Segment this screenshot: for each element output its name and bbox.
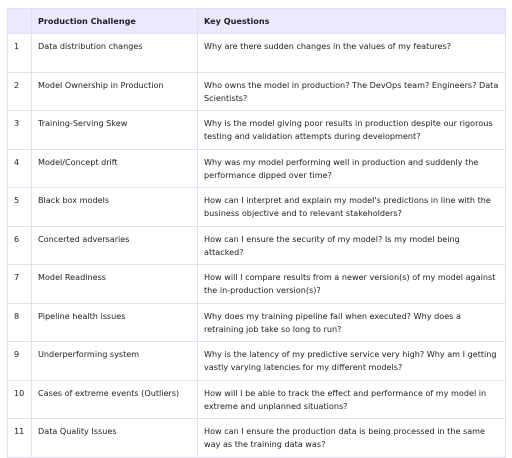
header-key-questions: Key Questions [198, 9, 506, 34]
row-challenge: Pipeline health issues [32, 303, 198, 342]
table-row [8, 149, 506, 188]
table-row [8, 226, 506, 265]
row-number: 6 [8, 226, 32, 265]
header-number [8, 9, 32, 34]
table-row [8, 34, 506, 73]
row-number: 2 [8, 72, 32, 111]
header-production-challenge: Production Challenge [32, 9, 198, 34]
header-row [8, 9, 506, 34]
row-number: 1 [8, 34, 32, 73]
table-row [8, 72, 506, 111]
row-number: 8 [8, 303, 32, 342]
row-number: 5 [8, 188, 32, 227]
row-challenge: Data Quality Issues [32, 419, 198, 458]
row-number: 11 [8, 419, 32, 458]
challenges-table-container [7, 8, 505, 458]
table-row [8, 342, 506, 381]
row-challenge: Cases of extreme events (Outliers) [32, 380, 198, 419]
row-question: Who owns the model in production? The DevOps team? Engineers? Data Scientists? [198, 72, 506, 111]
row-challenge: Model Readiness [32, 265, 198, 304]
row-question: How can I ensure the security of my model? Is my model being attacked? [198, 226, 506, 265]
row-question: How will I compare results from a newer version(s) of my model against the in-production version(s)? [198, 265, 506, 304]
row-challenge: Concerted adversaries [32, 226, 198, 265]
row-question: How can I ensure the production data is being processed in the same way as the training data was? [198, 419, 506, 458]
row-number: 10 [8, 380, 32, 419]
row-number: 3 [8, 111, 32, 150]
table-row [8, 303, 506, 342]
row-question: Why is the model giving poor results in production despite our rigorous testing and validation attempts during development? [198, 111, 506, 150]
row-challenge: Black box models [32, 188, 198, 227]
table-row [8, 419, 506, 458]
table-header [8, 9, 506, 34]
row-challenge: Training-Serving Skew [32, 111, 198, 150]
row-challenge: Underperforming system [32, 342, 198, 381]
table-row [8, 265, 506, 304]
row-question: Why was my model performing well in production and suddenly the performance dipped over time? [198, 149, 506, 188]
table-row [8, 111, 506, 150]
row-number: 4 [8, 149, 32, 188]
row-challenge: Data distribution changes [32, 34, 198, 73]
table-body [8, 34, 506, 458]
row-question: How will I be able to track the effect and performance of my model in extreme and unplanned situations? [198, 380, 506, 419]
row-question: Why are there sudden changes in the values of my features? [198, 34, 506, 73]
row-challenge: Model/Concept drift [32, 149, 198, 188]
table-row [8, 380, 506, 419]
row-question: Why does my training pipeline fail when executed? Why does a retraining job take so long to run? [198, 303, 506, 342]
production-challenges-table [7, 8, 506, 458]
row-question: How can I interpret and explain my model's predictions in line with the business objective and to relevant stakeholders? [198, 188, 506, 227]
row-number: 7 [8, 265, 32, 304]
row-challenge: Model Ownership in Production [32, 72, 198, 111]
row-number: 9 [8, 342, 32, 381]
row-question: Why is the latency of my predictive service very high? Why am I getting vastly varying latencies for my different models? [198, 342, 506, 381]
table-row [8, 188, 506, 227]
